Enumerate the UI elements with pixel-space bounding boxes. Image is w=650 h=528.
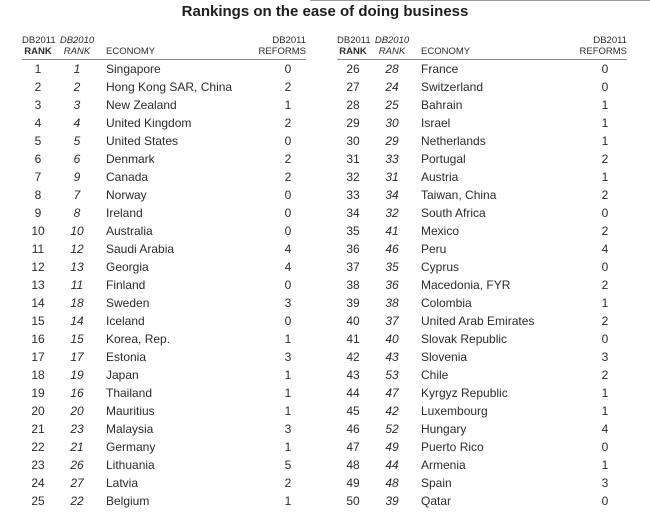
page-title: Rankings on the ease of doing business [181,3,469,20]
rank-2011-cell: 35 [346,224,360,238]
reforms-cell: 3 [601,350,609,364]
rank-2010-cell: 26 [70,458,84,472]
table-row [22,222,306,240]
header-rank-top: DB2011 [337,35,371,46]
rank-2011-cell: 7 [34,170,42,184]
economy-cell: Spain [421,476,452,490]
rank-2010-cell: 27 [70,476,84,490]
table-row [337,132,627,150]
economy-cell: Canada [106,170,149,184]
header-economy: ECONOMY [106,46,156,57]
rank-2010-cell: 24 [385,80,399,94]
reforms-cell: 0 [601,206,609,220]
table-row [22,402,306,420]
economy-cell: Hungary [421,422,467,436]
table-row [22,78,306,96]
rank-2011-cell: 18 [31,368,45,382]
rank-2010-cell: 48 [385,476,399,490]
rank-2010-cell: 49 [385,440,399,454]
table-row [337,492,627,510]
reforms-cell: 0 [601,80,609,94]
economy-cell: Estonia [106,350,147,364]
rank-2010-cell: 10 [70,224,84,238]
rank-2011-cell: 42 [346,350,360,364]
table-row [337,348,627,366]
economy-cell: Belgium [106,494,150,508]
reforms-cell: 1 [601,170,609,184]
rank-2010-cell: 29 [385,134,399,148]
header-rank-bottom: RANK [339,46,367,57]
rank-2010-cell: 18 [70,296,84,310]
economy-cell: Finland [106,278,146,292]
rank-2011-cell: 43 [346,368,360,382]
reforms-cell: 1 [284,98,292,112]
economy-cell: United Arab Emirates [421,314,535,328]
header-reforms-bottom: REFORMS [579,46,627,57]
table-row [337,312,627,330]
economy-cell: Ireland [106,206,143,220]
table-body-right [337,60,627,510]
rank-2011-cell: 8 [34,188,42,202]
rank-2011-cell: 50 [346,494,360,508]
economy-cell: Slovak Republic [421,332,508,346]
reforms-cell: 0 [601,260,609,274]
rank-2011-cell: 34 [346,206,360,220]
table-body-left [22,60,306,510]
rank-2010-cell: 21 [70,440,84,454]
rank-2010-cell: 17 [70,350,84,364]
rank-2010-cell: 15 [70,332,84,346]
rank-2010-cell: 12 [70,242,84,256]
economy-cell: South Africa [421,206,486,220]
reforms-cell: 0 [601,494,609,508]
rank-2011-cell: 17 [31,350,45,364]
header-db2011-rank [22,35,54,57]
economy-cell: Chile [421,368,449,382]
economy-cell: Georgia [106,260,149,274]
table-row [337,258,627,276]
economy-cell: France [421,62,459,76]
economy-cell: Germany [106,440,156,454]
rank-2011-cell: 33 [346,188,360,202]
reforms-cell: 0 [284,278,292,292]
header-prev-top: DB2010 [374,35,410,46]
reforms-cell: 1 [601,296,609,310]
rank-2011-cell: 20 [31,404,45,418]
reforms-cell: 4 [601,242,609,256]
header-reforms-bottom: REFORMS [258,46,306,57]
reforms-cell: 0 [601,440,609,454]
reforms-cell: 4 [284,242,292,256]
header-reforms-top: DB2011 [593,35,627,46]
reforms-cell: 2 [284,152,292,166]
rank-2011-cell: 6 [34,152,42,166]
rank-2011-cell: 9 [34,206,42,220]
rank-2011-cell: 12 [31,260,45,274]
header-prev-top: DB2010 [59,35,95,46]
rank-2010-cell: 33 [385,152,399,166]
economy-cell: Latvia [106,476,139,490]
table-row [22,240,306,258]
rank-2011-cell: 14 [31,296,45,310]
rank-2011-cell: 31 [346,152,360,166]
rank-2011-cell: 29 [346,116,360,130]
rank-2011-cell: 19 [31,386,45,400]
reforms-cell: 1 [601,98,609,112]
reforms-cell: 4 [284,260,292,274]
economy-cell: Malaysia [106,422,154,436]
rank-2011-cell: 27 [346,80,360,94]
rank-2010-cell: 9 [73,170,81,184]
table-row [337,456,627,474]
economy-cell: Austria [421,170,459,184]
rank-2011-cell: 22 [31,440,45,454]
reforms-cell: 1 [284,404,292,418]
economy-cell: Israel [421,116,451,130]
rank-2010-cell: 34 [385,188,399,202]
reforms-cell: 2 [601,224,609,238]
rank-2010-cell: 43 [385,350,399,364]
table-row [22,420,306,438]
reforms-cell: 4 [601,422,609,436]
rank-2010-cell: 35 [385,260,399,274]
rank-2010-cell: 11 [70,278,84,292]
rank-2010-cell: 52 [385,422,399,436]
reforms-cell: 1 [601,458,609,472]
economy-cell: Peru [421,242,447,256]
reforms-cell: 2 [601,314,609,328]
economy-cell: Denmark [106,152,155,166]
economy-cell: Saudi Arabia [106,242,175,256]
economy-cell: Switzerland [421,80,484,94]
rank-2010-cell: 16 [70,386,84,400]
rank-2011-cell: 23 [31,458,45,472]
economy-cell: Japan [106,368,139,382]
reforms-cell: 1 [601,116,609,130]
rank-2011-cell: 15 [31,314,45,328]
reforms-cell: 3 [284,296,292,310]
economy-cell: United States [106,134,179,148]
rank-2010-cell: 28 [385,62,399,76]
table-row [22,492,306,510]
rank-2010-cell: 6 [73,152,81,166]
rank-2010-cell: 40 [385,332,399,346]
header-prev-bottom: RANK [378,46,406,57]
economy-cell: Lithuania [106,458,155,472]
reforms-cell: 3 [601,476,609,490]
reforms-cell: 0 [284,206,292,220]
table-header [337,32,627,60]
economy-cell: Macedonia, FYR [421,278,511,292]
rank-2010-cell: 41 [385,224,399,238]
economy-cell: Colombia [421,296,472,310]
rank-2011-cell: 32 [346,170,360,184]
rank-2011-cell: 40 [346,314,360,328]
table-row [337,366,627,384]
economy-cell: Luxembourg [421,404,488,418]
rank-2010-cell: 7 [73,188,81,202]
rank-2010-cell: 38 [385,296,399,310]
economy-cell: Qatar [421,494,452,508]
economy-cell: Netherlands [421,134,486,148]
rank-2011-cell: 1 [34,62,42,76]
reforms-cell: 1 [601,386,609,400]
rank-2011-cell: 2 [34,80,42,94]
rank-2011-cell: 10 [31,224,45,238]
table-row [337,330,627,348]
header-economy: ECONOMY [421,46,471,57]
rank-2010-cell: 31 [385,170,399,184]
rank-2010-cell: 23 [70,422,84,436]
table-row [337,78,627,96]
table-row [337,150,627,168]
rank-2011-cell: 36 [346,242,360,256]
table-row [22,258,306,276]
table-row [22,348,306,366]
rank-2010-cell: 25 [385,98,399,112]
table-row [337,474,627,492]
economy-cell: Norway [106,188,147,202]
economy-cell: Kyrgyz Republic [421,386,508,400]
table-row [22,312,306,330]
rank-2010-cell: 8 [73,206,81,220]
rankings-table-left [22,32,306,510]
table-row [22,60,306,78]
rank-2011-cell: 28 [346,98,360,112]
economy-cell: Puerto Rico [421,440,484,454]
economy-cell: Thailand [106,386,153,400]
rank-2010-cell: 39 [385,494,399,508]
rank-2011-cell: 45 [346,404,360,418]
table-row [22,456,306,474]
reforms-cell: 0 [601,62,609,76]
economy-cell: Singapore [106,62,161,76]
header-db2010-rank [372,35,412,57]
reforms-cell: 1 [601,404,609,418]
rank-2010-cell: 3 [73,98,81,112]
economy-cell: Taiwan, China [421,188,497,202]
table-row [337,240,627,258]
table-row [337,114,627,132]
table-row [337,420,627,438]
rank-2010-cell: 53 [385,368,399,382]
economy-cell: Korea, Rep. [106,332,171,346]
table-row [337,294,627,312]
reforms-cell: 5 [284,458,292,472]
reforms-cell: 2 [284,170,292,184]
rank-2010-cell: 46 [385,242,399,256]
table-row [22,474,306,492]
header-reforms [580,35,628,57]
reforms-cell: 2 [284,116,292,130]
table-header [22,32,306,60]
rank-2010-cell: 20 [70,404,84,418]
rank-2010-cell: 13 [70,260,84,274]
table-row [22,330,306,348]
reforms-cell: 2 [284,476,292,490]
header-db2011-rank [337,35,369,57]
table-row [22,96,306,114]
reforms-cell: 2 [601,368,609,382]
reforms-cell: 0 [284,188,292,202]
reforms-cell: 0 [284,314,292,328]
rank-2010-cell: 4 [73,116,81,130]
economy-cell: New Zealand [106,98,177,112]
table-row [22,150,306,168]
table-row [22,276,306,294]
economy-cell: United Kingdom [106,116,192,130]
rank-2011-cell: 25 [31,494,45,508]
rank-2010-cell: 22 [70,494,84,508]
reforms-cell: 0 [284,224,292,238]
reforms-cell: 2 [601,188,609,202]
table-row [337,384,627,402]
rank-2011-cell: 5 [34,134,42,148]
economy-cell: Iceland [106,314,145,328]
rank-2011-cell: 44 [346,386,360,400]
rank-2010-cell: 42 [385,404,399,418]
rank-2011-cell: 3 [34,98,42,112]
table-row [337,60,627,78]
rank-2010-cell: 47 [385,386,399,400]
rank-2011-cell: 37 [346,260,360,274]
header-reforms [259,35,307,57]
table-row [337,96,627,114]
table-row [337,168,627,186]
rank-2010-cell: 32 [385,206,399,220]
rank-2010-cell: 14 [70,314,84,328]
table-row [337,276,627,294]
rank-2010-cell: 44 [385,458,399,472]
top-rule [310,0,650,1]
rank-2011-cell: 30 [346,134,360,148]
reforms-cell: 1 [284,386,292,400]
table-row [22,168,306,186]
reforms-cell: 0 [601,332,609,346]
rank-2011-cell: 13 [31,278,45,292]
table-row [337,438,627,456]
rank-2010-cell: 36 [385,278,399,292]
header-prev-bottom: RANK [63,46,91,57]
rank-2011-cell: 48 [346,458,360,472]
economy-cell: Portugal [421,152,466,166]
rank-2011-cell: 39 [346,296,360,310]
header-rank-bottom: RANK [24,46,52,57]
table-row [337,204,627,222]
rank-2011-cell: 38 [346,278,360,292]
reforms-cell: 1 [284,494,292,508]
reforms-cell: 2 [601,152,609,166]
economy-cell: Cyprus [421,260,460,274]
table-row [22,132,306,150]
rank-2010-cell: 30 [385,116,399,130]
table-row [337,186,627,204]
header-db2010-rank [57,35,97,57]
table-row [22,366,306,384]
rank-2011-cell: 46 [346,422,360,436]
rank-2010-cell: 2 [73,80,81,94]
rank-2011-cell: 24 [31,476,45,490]
rank-2010-cell: 19 [70,368,84,382]
economy-cell: Sweden [106,296,150,310]
table-row [337,402,627,420]
economy-cell: Slovenia [421,350,468,364]
rank-2011-cell: 4 [34,116,42,130]
table-row [22,294,306,312]
rank-2010-cell: 5 [73,134,81,148]
table-row [22,438,306,456]
table-row [22,204,306,222]
rank-2011-cell: 41 [346,332,360,346]
rank-2011-cell: 26 [346,62,360,76]
rank-2011-cell: 47 [346,440,360,454]
rankings-table-right [337,32,627,510]
rank-2010-cell: 37 [385,314,399,328]
reforms-cell: 0 [284,134,292,148]
economy-cell: Mauritius [106,404,155,418]
rank-2011-cell: 11 [31,242,45,256]
reforms-cell: 3 [284,350,292,364]
rank-2011-cell: 16 [31,332,45,346]
economy-cell: Australia [106,224,153,238]
rank-2010-cell: 1 [73,62,81,76]
economy-cell: Mexico [421,224,460,238]
table-row [22,384,306,402]
header-rank-top: DB2011 [22,35,56,46]
reforms-cell: 2 [601,278,609,292]
reforms-cell: 2 [284,80,292,94]
economy-cell: Bahrain [421,98,463,112]
rank-2011-cell: 21 [31,422,45,436]
table-row [22,186,306,204]
reforms-cell: 1 [284,440,292,454]
economy-cell: Hong Kong SAR, China [106,80,233,94]
reforms-cell: 1 [284,332,292,346]
reforms-cell: 1 [284,368,292,382]
table-row [337,222,627,240]
table-row [22,114,306,132]
reforms-cell: 3 [284,422,292,436]
reforms-cell: 0 [284,62,292,76]
rank-2011-cell: 49 [346,476,360,490]
economy-cell: Armenia [421,458,466,472]
header-reforms-top: DB2011 [272,35,306,46]
reforms-cell: 1 [601,134,609,148]
